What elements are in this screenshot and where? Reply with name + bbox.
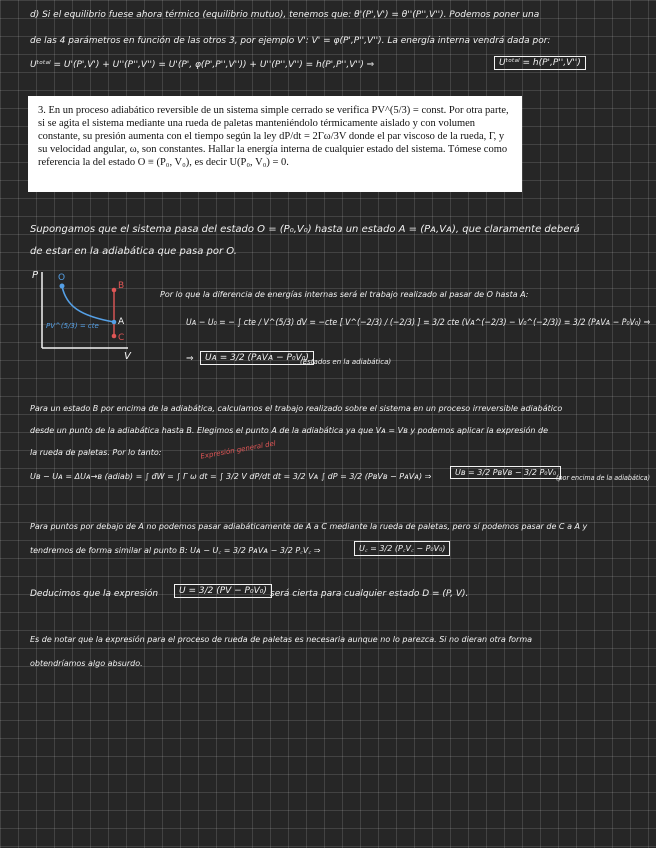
problem-text: 3. En un proceso adiabático reversible de un sistema simple cerrado se verifica PV^(5/3) = const. Por otra parte, si se agita el sistema mediante una rueda de paletas manteniéndolo térmicamente aislado y con volumen constante, su presión aumenta con el tiempo según la ley dP/dt = 2Γω/3V donde el par viscoso de la rueda, Γ, y su velocidad angular, ω, son constantes. Hallar la energía interna de cualquier estado del sistema. Tómese como referencia la del estado O ≡ (P₀, V₀), es decir U(P₀, V₀) = 0. [38,105,509,168]
point-a [112,320,117,325]
point-c [112,334,117,339]
arrow-1: ⇒ [186,354,194,364]
work-intro: Por lo que la diferencia de energías internas será el trabajo realizado al pasar de O hasta A: [160,290,529,299]
label-b: B [118,281,125,291]
axis-v-label: V [124,351,131,362]
pv-sketch [28,266,140,362]
para-b-line-1: Para un estado B por encima de la adiabática, calculamos el trabajo realizado sobre el sistema en un proceso irreversible adiabático [30,404,563,413]
result-1-note: (Estados en la adiabática) [300,358,392,366]
part-d-line-3: Uᵗᵒᵗᵃˡ = U'(P',V') + U''(P'',V'') = U'(P', φ(P',P'',V'')) + U''(P'',V'') = h(P',P'',V'') ⇒ [30,60,375,70]
label-a: A [118,317,125,327]
result-2-box: Uʙ = 3/2 PʙVʙ − 3/2 P₀V₀ [450,466,561,479]
general-expression-note: Expresión general del [199,439,277,461]
final-line-1: Es de notar que la expresión para el proceso de rueda de paletas es necesaria aunque no lo parezca. Si no dieran otra forma [30,635,533,644]
point-b [112,288,117,293]
part-d-line-2: de las 4 parámetros en función de las otros 3, por ejemplo V': V' = φ(P',P'',V''). La energía interna vendrá dada por: [30,36,551,46]
axis-p-label: P [32,270,39,281]
label-c: C [118,333,125,343]
label-o: O [58,273,66,283]
para-c-line-1: Para puntos por debajo de A no podemos pasar adiabáticamente de A a C mediante la rueda de paletas, pero sí podemos pasar de C a A y [30,522,588,531]
adiabatic-curve [62,286,114,322]
result-1-box: Uᴀ = 3/2 (PᴀVᴀ − P₀V₀) [200,351,314,365]
result-2-note: (por encima de la adiabática) [556,474,651,482]
equation-1: Uᴀ − U₀ = − ∫ cte / V^(5/3) dV = −cte [ V^(−2/3) / (−2/3) ] = 3/2 cte (Vᴀ^(−2/3) − V₀^(−2/3)) = 3/2 (PᴀVᴀ − P₀V₀) ⇒ [186,318,651,328]
problem-card [28,96,522,192]
solution-intro-line-1: Supongamos que el sistema pasa del estado O = (P₀,V₀) hasta un estado A = (Pᴀ,Vᴀ), que claramente deberá [30,224,580,235]
deduce-text-b: será cierta para cualquier estado D = (P, V). [270,589,469,599]
para-b-line-2: desde un punto de la adiabática hasta B. Elegimos el punto A de la adiabática ya que Vᴀ = Vʙ y podemos aplicar la expresión de [30,426,549,435]
solution-intro-line-2: de estar en la adiabática que pasa por O. [30,246,237,257]
result-3-box: U꜀ = 3/2 (P꜀V꜀ − P₀V₀) [354,541,450,556]
final-line-2: obtendríamos algo absurdo. [30,659,143,668]
part-d-result-box: Uᵗᵒᵗᵃˡ = h(P',P'',V'') [494,56,586,70]
para-c-line-2: tendremos de forma similar al punto B: Uᴀ − U꜀ = 3/2 PᴀVᴀ − 3/2 P꜀V꜀ ⇒ [30,546,321,555]
para-b-line-3: la rueda de paletas. Por lo tanto: [30,448,162,457]
equation-2: Uʙ − Uᴀ = ΔUᴀ→ʙ (adiab) = ∫ đW = ∫ Γ ω dt = ∫ 3/2 V dP/dt dt = 3/2 Vᴀ ∫ dP = 3/2 (PʙVʙ − PᴀVᴀ) ⇒ [30,472,432,481]
deduce-text-a: Deducimos que la expresión [30,589,159,599]
curve-label: PV^(5/3) = cte [46,322,99,330]
deduce-box: U = 3/2 (PV − P₀V₀) [174,584,272,598]
point-o [60,284,65,289]
part-d-line-1: d) Si el equilibrio fuese ahora térmico (equilibrio mutuo), tenemos que: θ'(P',V') = θ''(P'',V''). Podemos poner una [30,10,540,20]
